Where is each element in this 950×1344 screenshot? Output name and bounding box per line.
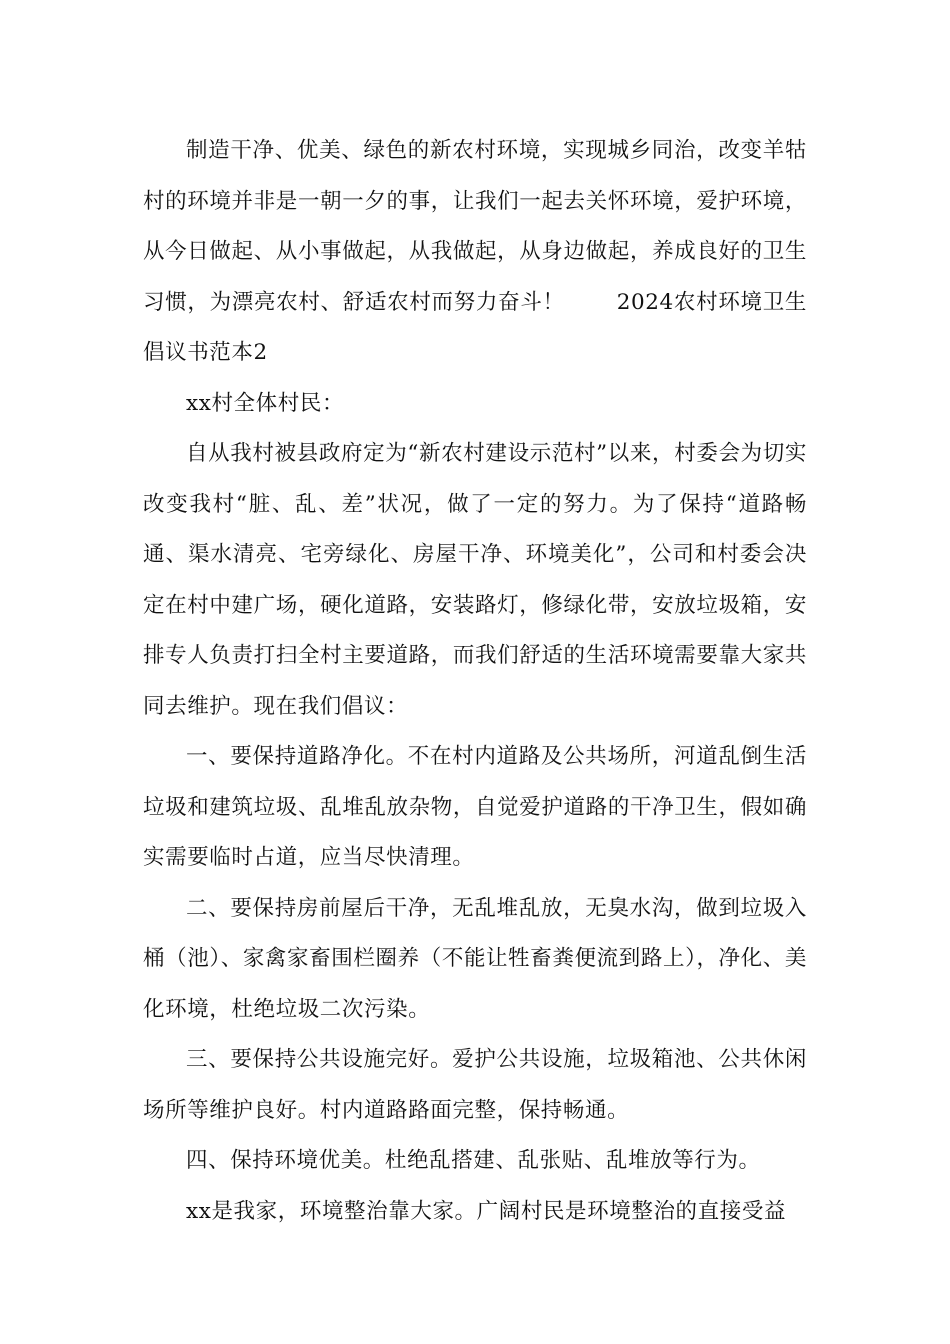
salutation: xx村全体村民： (186, 390, 345, 416)
paragraph-intro: 自从我村被县政府定为“新农村建设示范村”以来，村委会为切实改变我村“脏、乱、差”状况，做了一定的努力。为了保持“道路畅通、渠水清亮、宅旁绿化、房屋干净、环境美化”，公司和村委会决定在村中建广场，硬化道路，安装路灯，修绿化带，安放垃圾箱，安排专人负责打扫全村主要道路，而我们舒适的生活环境需要靠大家共同去维护。现在我们倡议： (143, 441, 807, 719)
section-title: 2024农村环境卫生倡议书范本2 (143, 289, 808, 365)
paragraph-environment-call (143, 126, 807, 379)
proposal-item-3: 三、要保持公共设施完好。爱护公共设施，垃圾箱池、公共休闲场所等维护良好。村内道路路面完整，保持畅通。 (143, 1047, 807, 1123)
paragraph-environment-call-text: 制造干净、优美、绿色的新农村环境，实现城乡同治，改变羊牯村的环境并非是一朝一夕的事，让我们一起去关怀环境，爱护环境，从今日做起、从小事做起，从我做起，从身边做起，养成良好的卫生习惯，为漂亮农村、舒适农村而努力奋斗！ (143, 138, 807, 315)
proposal-item-4: 四、保持环境优美。杜绝乱搭建、乱张贴、乱堆放等行为。 (186, 1148, 761, 1173)
paragraph-closing: xx是我家，环境整治靠大家。广阔村民是环境整治的直接受益 (186, 1198, 787, 1224)
document-body (143, 126, 807, 1237)
proposal-item-1: 一、要保持道路净化。不在村内道路及公共场所，河道乱倒生活垃圾和建筑垃圾、乱堆乱放杂物，自觉爱护道路的干净卫生，假如确实需要临时占道，应当尽快清理。 (143, 744, 807, 870)
proposal-item-2: 二、要保持房前屋后干净，无乱堆乱放，无臭水沟，做到垃圾入桶（池）、家禽家畜围栏圈养（不能让牲畜粪便流到路上），净化、美化环境，杜绝垃圾二次污染。 (143, 895, 807, 1022)
